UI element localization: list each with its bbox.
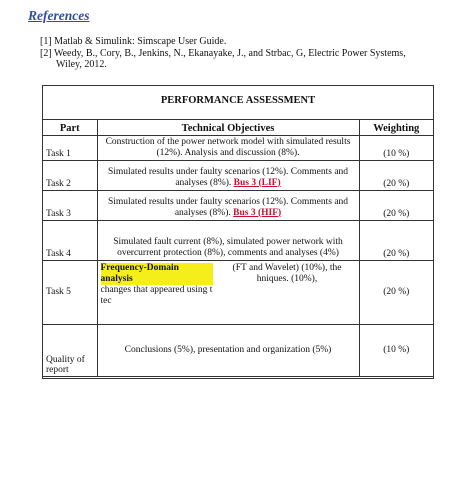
row-part: Task 5 xyxy=(43,260,97,324)
row-part: Task 2 xyxy=(43,160,97,190)
header-objectives: Technical Objectives xyxy=(97,119,359,135)
row-part: Task 1 xyxy=(43,135,97,160)
header-weighting: Weighting xyxy=(359,119,433,135)
reference-item xyxy=(40,48,460,71)
row-objective xyxy=(97,260,359,324)
table-row xyxy=(43,190,433,220)
row-objective xyxy=(97,160,359,190)
row-weighting: (10 %) xyxy=(359,135,433,160)
table-row xyxy=(43,160,433,190)
header-part: Part xyxy=(43,119,97,135)
table-row xyxy=(43,260,433,324)
objective-text: Simulated results under faulty scenarios (12%). Comments and analyses (8%). xyxy=(107,166,349,188)
performance-assessment-table xyxy=(42,85,434,379)
reference-list xyxy=(40,36,460,71)
row-weighting: (10 %) xyxy=(359,324,433,376)
task5-objective xyxy=(101,263,356,307)
references-heading: References xyxy=(28,8,90,23)
row-objective xyxy=(97,190,359,220)
row-objective: Simulated fault current (8%), simulated power network with overcurrent protection (8%), comments and analyses (4%) xyxy=(97,220,359,260)
row-objective: Construction of the power network model with simulated results (12%). Analysis and discussion (8%). xyxy=(97,135,359,160)
reference-continuation: Wiley, 2012. xyxy=(56,59,107,70)
row-weighting: (20 %) xyxy=(359,190,433,220)
table-header-row xyxy=(43,119,433,135)
row-weighting: (20 %) xyxy=(359,220,433,260)
task5-left xyxy=(101,263,219,307)
task5-right-text: (FT and Wavelet) (10%), the hniques. (10%), xyxy=(232,262,342,284)
row-weighting: (20 %) xyxy=(359,160,433,190)
table-title: PERFORMANCE ASSESSMENT xyxy=(43,86,433,120)
row-part: Quality of report xyxy=(43,324,97,376)
assessment-grid xyxy=(43,119,433,377)
reference-text: [2] Weedy, B., Cory, B., Jenkins, N., Ekanayake, J., and Strbac, G, Electric Power Systems, xyxy=(40,47,406,59)
row-objective: Conclusions (5%), presentation and organization (5%) xyxy=(97,324,359,376)
task5-left-text: changes that appeared using t tec xyxy=(100,284,213,306)
bus-highlight: Bus 3 (HIF) xyxy=(233,207,282,218)
bus-highlight: Bus 3 (LIF) xyxy=(233,177,281,188)
table-row xyxy=(43,324,433,376)
frequency-domain-highlight: Frequency-Domain analysis xyxy=(101,263,213,285)
row-weighting: (20 %) xyxy=(359,260,433,324)
table-row xyxy=(43,220,433,260)
reference-item xyxy=(40,36,460,48)
objective-text: Simulated results under faulty scenarios (12%). Comments and analyses (8%). xyxy=(107,196,349,218)
row-part: Task 4 xyxy=(43,220,97,260)
reference-text: [1] Matlab & Simulink: Simscape User Guide. xyxy=(40,36,227,47)
row-part: Task 3 xyxy=(43,190,97,220)
table-row xyxy=(43,135,433,160)
